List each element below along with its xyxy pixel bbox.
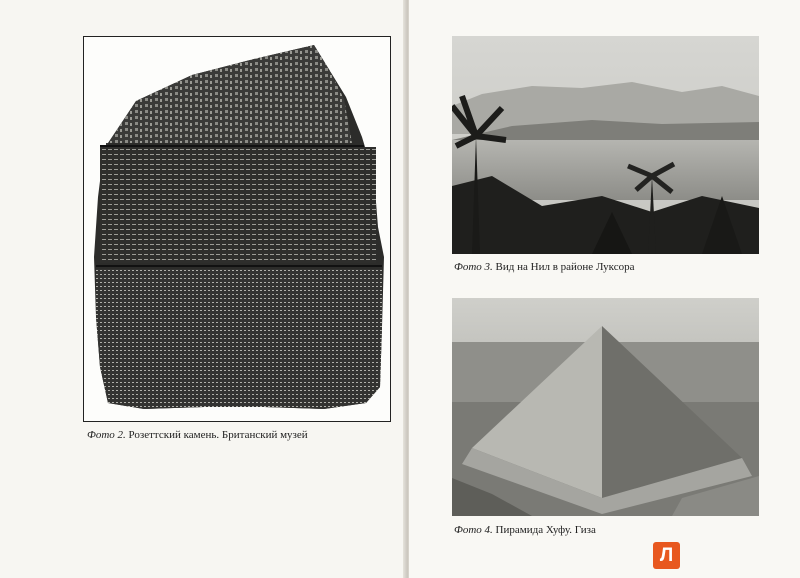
figure-label: Фото 2. xyxy=(87,429,126,441)
figure-caption-photo-4 xyxy=(454,524,596,536)
figure-caption-photo-2 xyxy=(87,429,308,441)
logo-letter: Л xyxy=(659,544,674,566)
figure-label: Фото 4. xyxy=(454,524,493,536)
figure-text: Пирамида Хуфу. Гиза xyxy=(492,524,596,536)
figure-label: Фото 3. xyxy=(454,261,493,273)
rosetta-stone-photo xyxy=(84,37,390,421)
rosetta-stone-figure-frame xyxy=(83,36,391,422)
nile-luxor-photo xyxy=(452,36,759,254)
figure-caption-photo-3 xyxy=(454,261,634,273)
khufu-pyramid-photo xyxy=(452,298,759,516)
figure-text: Вид на Нил в районе Луксора xyxy=(492,261,635,273)
publisher-logo xyxy=(653,542,680,569)
figure-text: Розеттский камень. Британский музей xyxy=(125,429,308,441)
right-page xyxy=(409,0,800,578)
